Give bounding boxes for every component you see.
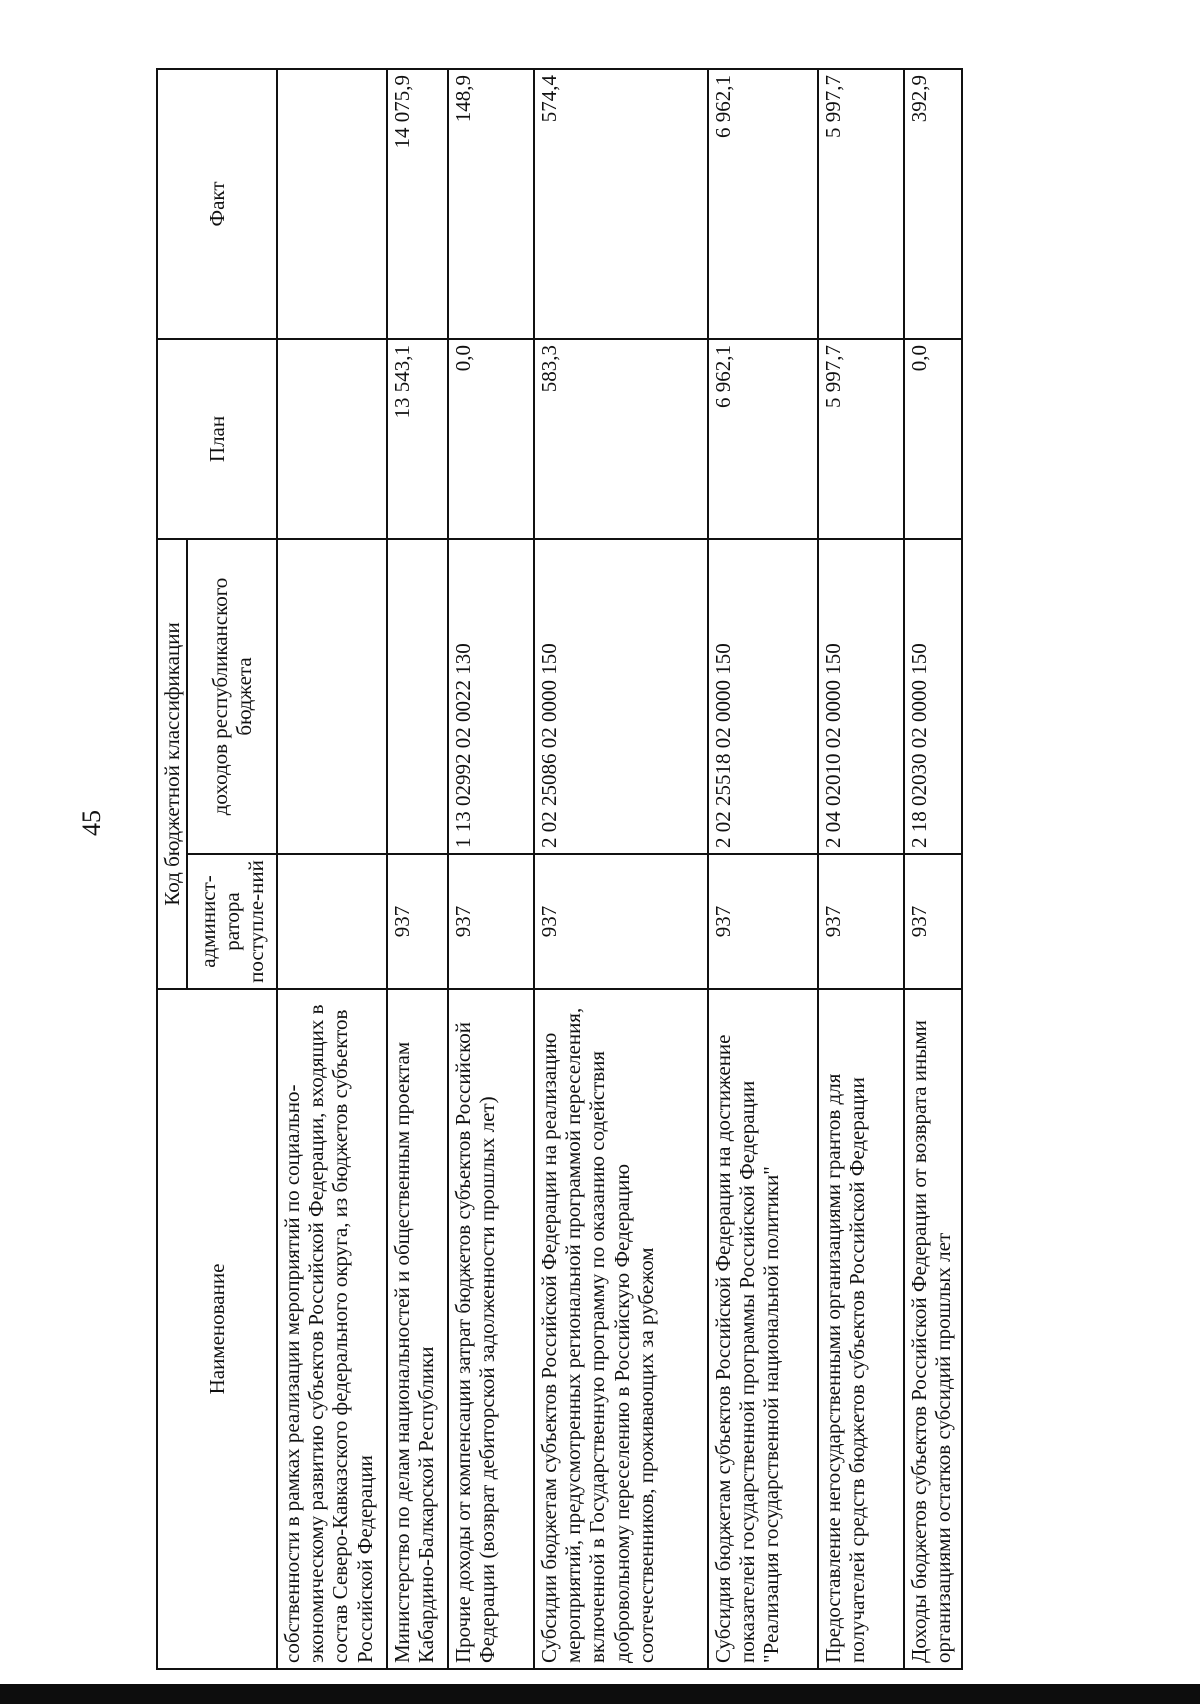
row-admin-code bbox=[277, 854, 387, 989]
header-admin: админист-ратора поступле-ний bbox=[187, 854, 277, 989]
header-fact: Факт bbox=[157, 69, 277, 339]
row-name: Доходы бюджетов субъектов Российской Федерации от возврата иными организациями остатков субсидий прошлых лет bbox=[904, 989, 962, 1669]
row-plan: 5 997,7 bbox=[818, 339, 904, 539]
row-name: Субсидия бюджетам субъектов Российской Федерации на достижение показателей государственной программы Российской Федерации "Реализация государственной национальной политики" bbox=[708, 989, 818, 1669]
header-name: Наименование bbox=[157, 989, 277, 1669]
row-income-code: 2 18 02030 02 0000 150 bbox=[904, 539, 962, 854]
row-plan: 583,3 bbox=[534, 339, 708, 539]
budget-revenue-table bbox=[156, 68, 963, 1670]
header-plan: План bbox=[157, 339, 277, 539]
row-admin-code: 937 bbox=[818, 854, 904, 989]
row-plan: 0,0 bbox=[448, 339, 534, 539]
row-fact: 392,9 bbox=[904, 69, 962, 339]
table-row bbox=[534, 69, 708, 1669]
table-row bbox=[904, 69, 962, 1669]
header-income: доходов республиканского бюджета bbox=[187, 539, 277, 854]
row-name: Прочие доходы от компенсации затрат бюджетов субъектов Российской Федерации (возврат дебиторской задолженности прошлых лет) bbox=[448, 989, 534, 1669]
row-admin-code: 937 bbox=[387, 854, 448, 989]
row-fact: 148,9 bbox=[448, 69, 534, 339]
table-row bbox=[708, 69, 818, 1669]
row-income-code bbox=[277, 539, 387, 854]
row-admin-code: 937 bbox=[448, 854, 534, 989]
row-income-code bbox=[387, 539, 448, 854]
header-code-group: Код бюджетной классификации bbox=[157, 539, 187, 989]
row-fact: 14 075,9 bbox=[387, 69, 448, 339]
row-plan bbox=[277, 339, 387, 539]
row-name: Предоставление негосударственными организациями грантов для получателей средств бюджетов субъектов Российской Федерации bbox=[818, 989, 904, 1669]
row-income-code: 2 02 25518 02 0000 150 bbox=[708, 539, 818, 854]
row-fact: 574,4 bbox=[534, 69, 708, 339]
row-name: Субсидии бюджетам субъектов Российской Федерации на реализацию мероприятий, предусмотренных региональной программой переселения, включенной в Государственную программу по оказанию содействия добровольному переселению в Российскую Федерацию соотечественников, проживающих за рубежом bbox=[534, 989, 708, 1669]
row-plan: 13 543,1 bbox=[387, 339, 448, 539]
row-name: собственности в рамках реализации мероприятий по социально-экономическому развитию субъектов Российской Федерации, входящих в состав Северо-Кавказского федерального округа, из бюджетов субъектов Российской Федерации bbox=[277, 989, 387, 1669]
rotated-table-frame bbox=[156, 70, 956, 1670]
row-income-code: 2 04 02010 02 0000 150 bbox=[818, 539, 904, 854]
rotated-table-wrapper bbox=[156, 70, 956, 1670]
row-income-code: 2 02 25086 02 0000 150 bbox=[534, 539, 708, 854]
row-fact: 5 997,7 bbox=[818, 69, 904, 339]
page-number: 45 bbox=[77, 810, 106, 836]
row-plan: 6 962,1 bbox=[708, 339, 818, 539]
row-fact: 6 962,1 bbox=[708, 69, 818, 339]
row-income-code: 1 13 02992 02 0022 130 bbox=[448, 539, 534, 854]
row-admin-code: 937 bbox=[534, 854, 708, 989]
table-row bbox=[818, 69, 904, 1669]
header-row-top bbox=[157, 69, 187, 1669]
table-row bbox=[448, 69, 534, 1669]
table-row bbox=[387, 69, 448, 1669]
row-plan: 0,0 bbox=[904, 339, 962, 539]
row-name: Министерство по делам национальностей и общественным проектам Кабардино-Балкарской Республики bbox=[387, 989, 448, 1669]
row-admin-code: 937 bbox=[904, 854, 962, 989]
table-row bbox=[277, 69, 387, 1669]
row-fact bbox=[277, 69, 387, 339]
scan-edge-bar bbox=[0, 1684, 1200, 1704]
row-admin-code: 937 bbox=[708, 854, 818, 989]
